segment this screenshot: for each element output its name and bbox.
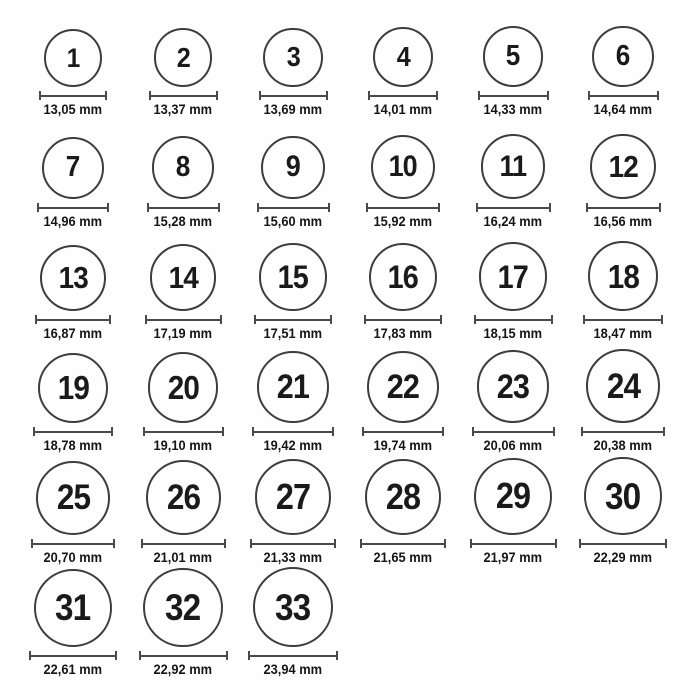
- ring-size-item: [458, 234, 568, 346]
- diameter-dimension-line: [583, 315, 663, 324]
- dimension-bar: [256, 319, 330, 321]
- ring-size-item: [458, 458, 568, 570]
- diameter-dimension-line: [139, 651, 228, 660]
- dimension-bar: [261, 95, 326, 97]
- ring-circle: [373, 27, 433, 87]
- ring-size-number: 1: [66, 42, 80, 73]
- diameter-dimension-line: [37, 203, 109, 212]
- diameter-dimension-line: [250, 539, 336, 548]
- diameter-dimension-line: [254, 315, 332, 324]
- ring-circle: [146, 460, 221, 535]
- ring-size-item: [238, 346, 348, 458]
- diameter-label: 15,60 mm: [263, 214, 323, 229]
- ring-circle: [592, 26, 653, 87]
- ring-size-item: [348, 458, 458, 570]
- diameter-label: 20,06 mm: [483, 438, 543, 453]
- ring-size-item: [238, 10, 348, 122]
- ring-size-item: [18, 570, 128, 682]
- ring-circle: [40, 245, 106, 311]
- diameter-label: 14,01 mm: [373, 102, 433, 117]
- ring-size-number: 17: [497, 258, 529, 295]
- ring-size-item: [568, 122, 678, 234]
- diameter-dimension-line: [581, 427, 665, 436]
- ring-circle: [253, 567, 333, 647]
- ring-circle: [584, 457, 662, 535]
- ring-size-number: 15: [277, 259, 309, 296]
- ring-size-item: [128, 10, 238, 122]
- ring-size-item: [458, 346, 568, 458]
- diameter-label: 22,61 mm: [43, 662, 103, 677]
- ring-circle: [259, 243, 327, 311]
- dimension-bar: [478, 207, 549, 209]
- dimension-bar: [250, 655, 336, 657]
- ring-size-item: [18, 346, 128, 458]
- ring-circle: [367, 351, 439, 423]
- diameter-label: 14,33 mm: [483, 102, 543, 117]
- ring-circle: [38, 353, 108, 423]
- ring-size-item: [128, 122, 238, 234]
- ring-size-item: [128, 570, 238, 682]
- ring-size-number: 18: [607, 257, 639, 295]
- dimension-bar: [474, 431, 553, 433]
- ring-size-item: [238, 458, 348, 570]
- diameter-label: 21,97 mm: [483, 550, 543, 565]
- ring-size-number: 16: [387, 258, 419, 295]
- ring-size-item: [128, 458, 238, 570]
- ring-circle: [474, 458, 551, 535]
- ring-circle: [369, 243, 437, 311]
- ring-circle: [261, 136, 324, 199]
- ring-size-number: 23: [496, 367, 530, 406]
- diameter-dimension-line: [141, 539, 226, 548]
- diameter-label: 16,87 mm: [43, 326, 103, 341]
- ring-size-number: 31: [55, 587, 91, 629]
- ring-circle: [365, 459, 441, 535]
- diameter-dimension-line: [586, 203, 661, 212]
- diameter-label: 13,05 mm: [43, 102, 103, 117]
- diameter-dimension-line: [149, 91, 218, 100]
- ring-size-item: [348, 122, 458, 234]
- dimension-bar: [259, 207, 328, 209]
- ring-circle: [44, 29, 102, 87]
- ring-size-item: [458, 122, 568, 234]
- dimension-bar: [366, 319, 440, 321]
- dimension-bar: [151, 95, 216, 97]
- ring-size-item: [568, 10, 678, 122]
- ring-size-item: [128, 346, 238, 458]
- diameter-dimension-line: [478, 91, 549, 100]
- diameter-dimension-line: [35, 315, 111, 324]
- dimension-bar: [31, 655, 115, 657]
- ring-size-number: 24: [606, 366, 640, 406]
- ring-size-item: [238, 234, 348, 346]
- diameter-dimension-line: [257, 203, 330, 212]
- ring-circle: [263, 28, 322, 87]
- ring-circle: [42, 137, 104, 199]
- ring-size-item: [348, 346, 458, 458]
- ring-size-item: [348, 234, 458, 346]
- dimension-bar: [35, 431, 111, 433]
- diameter-label: 22,29 mm: [593, 550, 653, 565]
- diameter-dimension-line: [472, 427, 555, 436]
- ring-size-item: [348, 10, 458, 122]
- ring-circle: [590, 134, 655, 199]
- diameter-label: 21,65 mm: [373, 550, 433, 565]
- dimension-bar: [33, 543, 113, 545]
- diameter-dimension-line: [33, 427, 113, 436]
- diameter-label: 18,15 mm: [483, 326, 543, 341]
- dimension-bar: [252, 543, 334, 545]
- ring-size-item: [458, 10, 568, 122]
- diameter-label: 18,47 mm: [593, 326, 653, 341]
- diameter-dimension-line: [362, 427, 444, 436]
- diameter-dimension-line: [360, 539, 446, 548]
- diameter-label: 13,69 mm: [263, 102, 323, 117]
- ring-size-number: 12: [608, 148, 638, 184]
- ring-circle: [150, 244, 217, 311]
- ring-size-item: [18, 458, 128, 570]
- diameter-dimension-line: [31, 539, 115, 548]
- dimension-bar: [147, 319, 220, 321]
- ring-circle: [255, 459, 331, 535]
- dimension-bar: [145, 431, 222, 433]
- ring-size-item: [18, 10, 128, 122]
- ring-circle: [154, 28, 213, 87]
- diameter-dimension-line: [147, 203, 220, 212]
- ring-size-item: [568, 346, 678, 458]
- diameter-dimension-line: [259, 91, 328, 100]
- ring-size-number: 13: [58, 260, 88, 296]
- diameter-label: 17,83 mm: [373, 326, 433, 341]
- ring-size-number: 32: [165, 586, 201, 628]
- diameter-label: 19,10 mm: [153, 438, 213, 453]
- dimension-bar: [588, 207, 659, 209]
- diameter-label: 15,92 mm: [373, 214, 433, 229]
- diameter-label: 17,19 mm: [153, 326, 213, 341]
- ring-circle: [36, 461, 110, 535]
- ring-circle: [143, 568, 222, 647]
- ring-size-number: 2: [176, 41, 190, 73]
- diameter-dimension-line: [476, 203, 551, 212]
- ring-size-item: [238, 570, 348, 682]
- ring-size-number: 4: [396, 40, 410, 72]
- diameter-dimension-line: [364, 315, 442, 324]
- ring-size-item: [568, 234, 678, 346]
- dimension-bar: [149, 207, 218, 209]
- ring-circle: [481, 134, 546, 199]
- ring-size-number: 30: [605, 475, 641, 517]
- diameter-label: 16,56 mm: [593, 214, 653, 229]
- diameter-label: 20,38 mm: [593, 438, 653, 453]
- ring-circle: [257, 351, 329, 423]
- diameter-label: 21,33 mm: [263, 550, 323, 565]
- ring-size-number: 19: [57, 369, 89, 407]
- diameter-dimension-line: [145, 315, 222, 324]
- diameter-label: 14,64 mm: [593, 102, 653, 117]
- ring-size-number: 20: [167, 369, 199, 407]
- dimension-bar: [472, 543, 555, 545]
- diameter-label: 22,92 mm: [153, 662, 213, 677]
- ring-size-item: [568, 458, 678, 570]
- dimension-bar: [41, 95, 105, 97]
- diameter-label: 19,42 mm: [263, 438, 323, 453]
- dimension-bar: [362, 543, 444, 545]
- dimension-bar: [141, 655, 226, 657]
- diameter-label: 23,94 mm: [263, 662, 323, 677]
- dimension-bar: [476, 319, 551, 321]
- diameter-dimension-line: [143, 427, 224, 436]
- dimension-bar: [368, 207, 438, 209]
- diameter-dimension-line: [252, 427, 334, 436]
- ring-circle: [483, 26, 544, 87]
- ring-size-number: 10: [388, 149, 418, 183]
- diameter-label: 15,28 mm: [153, 214, 213, 229]
- dimension-bar: [590, 95, 657, 97]
- ring-size-number: 27: [275, 476, 311, 518]
- dimension-bar: [37, 319, 109, 321]
- ring-size-number: 28: [385, 475, 421, 517]
- ring-size-number: 33: [275, 586, 311, 628]
- ring-size-number: 7: [66, 151, 80, 184]
- ring-size-number: 22: [386, 367, 420, 406]
- ring-circle: [588, 241, 658, 311]
- ring-size-number: 29: [495, 475, 531, 517]
- ring-size-number: 9: [285, 150, 301, 184]
- dimension-bar: [370, 95, 436, 97]
- diameter-dimension-line: [29, 651, 117, 660]
- ring-circle: [371, 135, 435, 199]
- diameter-label: 13,37 mm: [153, 102, 213, 117]
- ring-size-number: 6: [616, 39, 630, 72]
- diameter-label: 16,24 mm: [483, 214, 543, 229]
- dimension-bar: [583, 431, 663, 433]
- ring-circle: [34, 569, 112, 647]
- diameter-label: 17,51 mm: [263, 326, 323, 341]
- dimension-bar: [585, 319, 661, 321]
- ring-size-number: 25: [56, 478, 90, 518]
- dimension-bar: [143, 543, 224, 545]
- ring-size-number: 3: [286, 41, 300, 73]
- diameter-dimension-line: [368, 91, 438, 100]
- ring-size-number: 5: [506, 40, 520, 73]
- ring-circle: [152, 136, 215, 199]
- diameter-label: 20,70 mm: [43, 550, 103, 565]
- ring-size-item: [238, 122, 348, 234]
- ring-size-number: 21: [276, 368, 310, 407]
- diameter-label: 19,74 mm: [373, 438, 433, 453]
- diameter-dimension-line: [474, 315, 553, 324]
- diameter-dimension-line: [39, 91, 107, 100]
- dimension-bar: [254, 431, 332, 433]
- ring-size-number: 11: [499, 149, 527, 183]
- ring-size-number: 26: [166, 478, 200, 517]
- ring-size-item: [18, 234, 128, 346]
- dimension-bar: [39, 207, 107, 209]
- diameter-dimension-line: [470, 539, 557, 548]
- ring-size-number: 14: [168, 260, 198, 296]
- diameter-dimension-line: [366, 203, 440, 212]
- diameter-dimension-line: [248, 651, 338, 660]
- diameter-label: 18,78 mm: [43, 438, 103, 453]
- ring-size-number: 8: [176, 151, 190, 184]
- ring-circle: [477, 350, 550, 423]
- diameter-dimension-line: [588, 91, 659, 100]
- ring-circle: [148, 352, 219, 423]
- dimension-bar: [480, 95, 547, 97]
- dimension-bar: [581, 543, 665, 545]
- dimension-bar: [364, 431, 442, 433]
- ring-size-item: [128, 234, 238, 346]
- diameter-label: 14,96 mm: [43, 214, 103, 229]
- diameter-label: 21,01 mm: [153, 550, 213, 565]
- ring-circle: [586, 349, 660, 423]
- ring-size-item: [18, 122, 128, 234]
- diameter-dimension-line: [579, 539, 667, 548]
- ring-circle: [479, 242, 548, 311]
